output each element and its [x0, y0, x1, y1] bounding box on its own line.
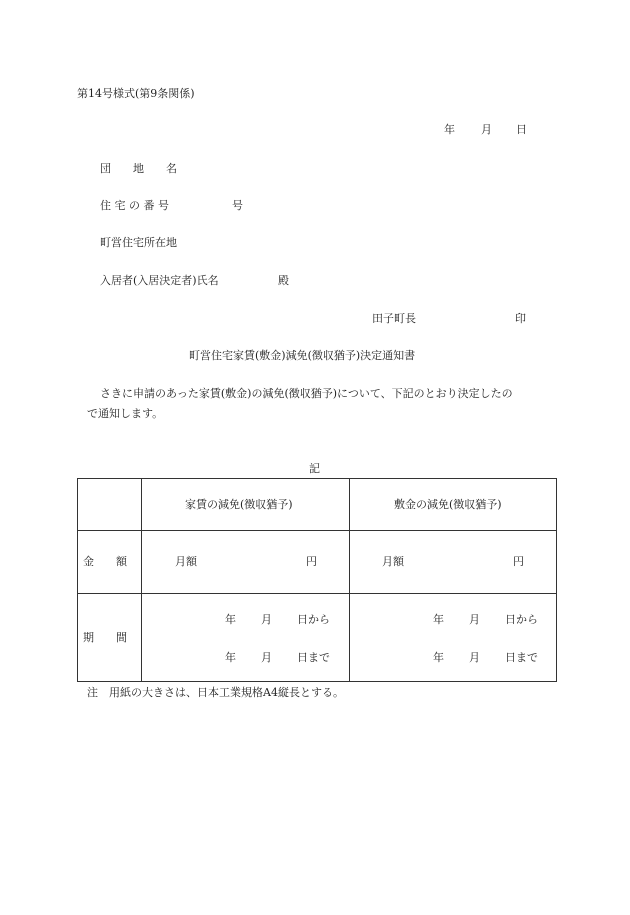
table-divider-v1	[141, 479, 142, 681]
row-label-amount: 金 額	[83, 555, 127, 568]
rent-from-year: 年	[225, 613, 236, 626]
table-divider-h2	[78, 593, 556, 594]
decision-table	[77, 478, 557, 682]
housing-complex-name-label: 団 地 名	[100, 162, 177, 175]
deposit-yen-unit: 円	[513, 555, 524, 568]
house-number-suffix: 号	[232, 199, 243, 212]
table-divider-v2	[349, 479, 350, 681]
issuer-seal: 印	[515, 312, 526, 325]
table-divider-h1	[78, 530, 556, 531]
body-text-line-2: で通知します。	[87, 407, 164, 420]
date-month: 月	[481, 123, 492, 136]
rent-monthly-label: 月額	[175, 555, 197, 568]
issuer-title: 田子町長	[372, 312, 416, 325]
rent-from-day: 日から	[297, 613, 330, 626]
rent-until-day: 日まで	[297, 651, 330, 664]
column-header-rent: 家賃の減免(徴収猶予)	[185, 498, 293, 511]
deposit-until-year: 年	[433, 651, 444, 664]
deposit-from-month: 月	[469, 613, 480, 626]
resident-name-label: 入居者(入居決定者)氏名	[100, 274, 219, 287]
document-title: 町営住宅家賃(敷金)減免(徴収猶予)決定通知書	[189, 349, 416, 362]
footnote: 注 用紙の大きさは、日本工業規格A4縦長とする。	[87, 686, 344, 699]
deposit-from-day: 日から	[505, 613, 538, 626]
rent-until-year: 年	[225, 651, 236, 664]
deposit-until-month: 月	[469, 651, 480, 664]
rent-from-month: 月	[261, 613, 272, 626]
honorific: 殿	[278, 274, 289, 287]
address-label: 町営住宅所在地	[100, 236, 177, 249]
deposit-monthly-label: 月額	[382, 555, 404, 568]
house-number-label: 住 宅 の 番 号	[100, 199, 169, 212]
deposit-from-year: 年	[433, 613, 444, 626]
row-label-period: 期 間	[83, 631, 127, 644]
rent-until-month: 月	[261, 651, 272, 664]
rent-yen-unit: 円	[306, 555, 317, 568]
ki-marker: 記	[309, 462, 320, 475]
date-year: 年	[444, 123, 455, 136]
body-text-line-1: さきに申請のあった家賃(敷金)の減免(徴収猶予)について、下記のとおり決定したの	[100, 387, 513, 400]
deposit-until-day: 日まで	[505, 651, 538, 664]
column-header-deposit: 敷金の減免(徴収猶予)	[394, 498, 502, 511]
form-number: 第14号様式(第9条関係)	[77, 87, 195, 100]
date-day: 日	[516, 123, 527, 136]
